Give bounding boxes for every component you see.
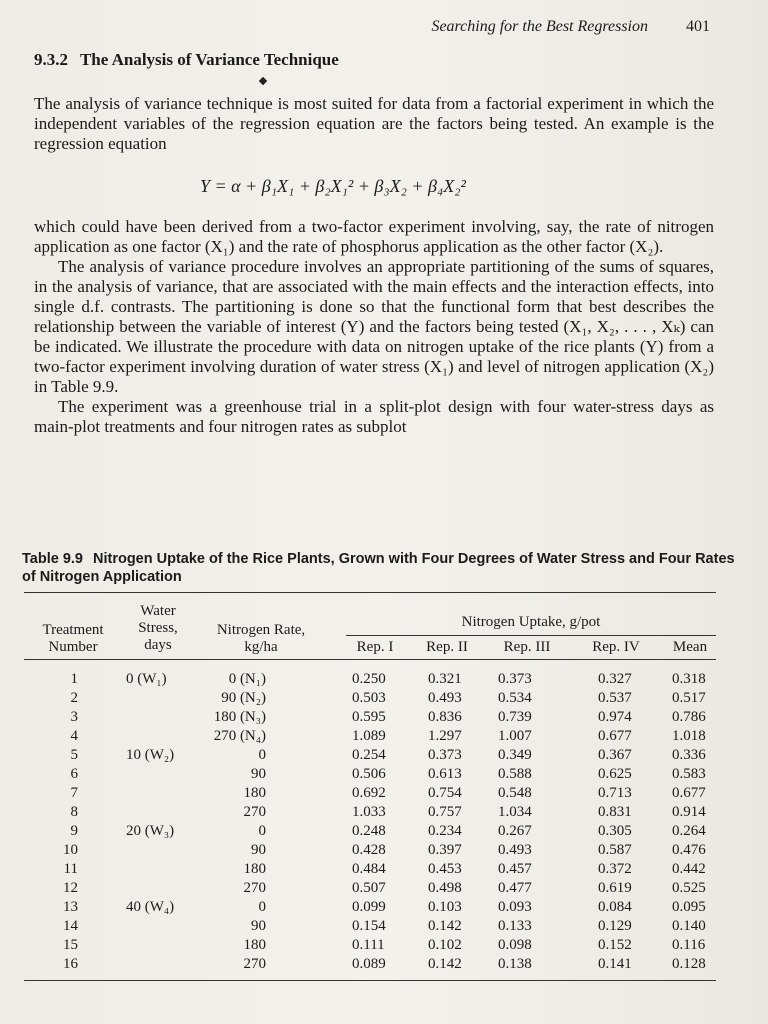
treatment-number-cell: 7 <box>70 785 78 801</box>
rep-4-cell: 0.677 <box>598 728 632 744</box>
rep-4-cell: 0.537 <box>598 690 632 706</box>
rep-1-cell: 0.099 <box>352 899 386 915</box>
table-row <box>0 860 768 879</box>
running-title: Searching for the Best Regression <box>431 18 648 35</box>
rep-4-cell: 0.084 <box>598 899 632 915</box>
rep-2-cell: 0.453 <box>428 861 462 877</box>
nitrogen-rate-cell: 0 <box>258 747 266 763</box>
rep-4-cell: 0.129 <box>598 918 632 934</box>
table-header-rule <box>24 659 716 660</box>
nitrogen-rate-cell: 90 <box>251 766 266 782</box>
section-title: The Analysis of Variance Technique <box>79 50 339 69</box>
paragraph-3: The analysis of variance procedure involves an appropriate partitioning of the sums of squares, in the analysis of variance, that are associated with the main effects and the interaction effects, into single d.f. contrasts. The partitioning is done so that the functional form that best describes the relationship between the variable of interest (Y) and the factors being tested (X₁, X₂, . . . , Xₖ) can be indicated. We illustrate the procedure with data on nitrogen uptake of the rice plants (Y) from a two-factor experiment involving duration of water stress (X₁) and level of nitrogen application (X₂) in Table 9.9. <box>34 257 714 396</box>
nitrogen-rate-cell: 0 <box>258 899 266 915</box>
paragraph-intro <box>34 94 714 154</box>
rep-1-cell: 0.428 <box>352 842 386 858</box>
rep-3-cell: 0.349 <box>498 747 532 763</box>
rep-1-cell: 0.506 <box>352 766 386 782</box>
table-label: Table 9.9 <box>22 551 83 567</box>
rep-4-cell: 0.327 <box>598 671 632 687</box>
header-rep-2: Rep. II <box>426 639 468 655</box>
treatment-number-cell: 5 <box>70 747 78 763</box>
nitrogen-rate-cell: 90 <box>251 842 266 858</box>
rep-2-cell: 0.103 <box>428 899 462 915</box>
rep-2-cell: 0.234 <box>428 823 462 839</box>
nitrogen-rate-cell: 180 <box>243 861 266 877</box>
table-row <box>0 803 768 822</box>
rep-2-cell: 0.498 <box>428 880 462 896</box>
rep-3-cell: 0.133 <box>498 918 532 934</box>
mean-cell: 0.786 <box>672 709 706 725</box>
mean-cell: 0.318 <box>672 671 706 687</box>
treatment-number-cell: 2 <box>70 690 78 706</box>
paragraph-body <box>34 217 714 437</box>
rep-4-cell: 0.141 <box>598 956 632 972</box>
rep-3-cell: 0.138 <box>498 956 532 972</box>
rep-2-cell: 0.102 <box>428 937 462 953</box>
table-spanner-rule <box>346 635 716 636</box>
header-nitrogen-uptake: Nitrogen Uptake, g/pot <box>461 614 601 630</box>
table-row <box>0 822 768 841</box>
nitrogen-rate-cell: 270 (N₄) <box>213 728 266 744</box>
rep-2-cell: 0.836 <box>428 709 462 725</box>
header-rep-4: Rep. IV <box>592 639 640 655</box>
rep-4-cell: 0.619 <box>598 880 632 896</box>
nitrogen-rate-cell: 270 <box>243 804 266 820</box>
mean-cell: 0.442 <box>672 861 706 877</box>
nitrogen-rate-cell: 180 (N₃) <box>213 709 266 725</box>
header-nitrogen-rate: Nitrogen Rate, kg/ha <box>216 622 306 655</box>
treatment-number-cell: 6 <box>70 766 78 782</box>
rep-2-cell: 0.373 <box>428 747 462 763</box>
rep-3-cell: 0.588 <box>498 766 532 782</box>
treatment-number-cell: 3 <box>70 709 78 725</box>
rep-3-cell: 0.373 <box>498 671 532 687</box>
rep-2-cell: 0.142 <box>428 956 462 972</box>
mean-cell: 0.525 <box>672 880 706 896</box>
rep-1-cell: 1.033 <box>352 804 386 820</box>
nitrogen-rate-cell: 270 <box>243 956 266 972</box>
rep-2-cell: 0.142 <box>428 918 462 934</box>
mean-cell: 0.264 <box>672 823 706 839</box>
rep-3-cell: 1.034 <box>498 804 532 820</box>
mean-cell: 0.095 <box>672 899 706 915</box>
mean-cell: 0.677 <box>672 785 706 801</box>
mean-cell: 1.018 <box>672 728 706 744</box>
mean-cell: 0.128 <box>672 956 706 972</box>
table-row <box>0 784 768 803</box>
rep-1-cell: 0.111 <box>352 937 385 953</box>
mean-cell: 0.116 <box>672 937 706 953</box>
table-bottom-rule <box>24 980 716 981</box>
rep-4-cell: 0.974 <box>598 709 632 725</box>
rep-4-cell: 0.587 <box>598 842 632 858</box>
page-header <box>0 18 768 42</box>
mean-cell: 0.517 <box>672 690 706 706</box>
regression-equation: Y = α + β₁X₁ + β₂X₁² + β₃X₂ + β₄X₂² <box>200 176 466 196</box>
table-top-rule <box>24 592 716 593</box>
nitrogen-rate-cell: 90 (N₂) <box>221 690 266 706</box>
rep-2-cell: 1.297 <box>428 728 462 744</box>
paragraph-2: which could have been derived from a two-factor experiment involving, say, the rate of nitrogen application as one factor (X₁) and the rate of phosphorus application as the other factor (X₂). <box>34 217 714 256</box>
rep-1-cell: 0.595 <box>352 709 386 725</box>
treatment-number-cell: 9 <box>70 823 78 839</box>
table-row <box>0 955 768 974</box>
rep-3-cell: 0.493 <box>498 842 532 858</box>
rep-2-cell: 0.321 <box>428 671 462 687</box>
table-row <box>0 746 768 765</box>
treatment-number-cell: 11 <box>63 861 78 877</box>
header-mean: Mean <box>672 639 708 655</box>
rep-1-cell: 0.507 <box>352 880 386 896</box>
treatment-number-cell: 10 <box>63 842 78 858</box>
table-row <box>0 879 768 898</box>
rep-1-cell: 0.089 <box>352 956 386 972</box>
rep-1-cell: 0.154 <box>352 918 386 934</box>
rep-4-cell: 0.831 <box>598 804 632 820</box>
table-row <box>0 936 768 955</box>
header-water-stress: Water Stress, days <box>138 603 178 653</box>
rep-2-cell: 0.397 <box>428 842 462 858</box>
rep-4-cell: 0.367 <box>598 747 632 763</box>
table-body <box>0 670 768 974</box>
rep-1-cell: 0.248 <box>352 823 386 839</box>
rep-3-cell: 0.093 <box>498 899 532 915</box>
nitrogen-rate-cell: 180 <box>243 937 266 953</box>
paragraph-1: The analysis of variance technique is most suited for data from a factorial experiment in which the independent variables of the regression equation are the factors being tested. An example is the regression equation <box>34 94 714 153</box>
section-heading <box>34 50 339 70</box>
treatment-number-cell: 14 <box>63 918 78 934</box>
treatment-number-cell: 13 <box>63 899 78 915</box>
rep-3-cell: 0.477 <box>498 880 532 896</box>
table-row <box>0 841 768 860</box>
table-row <box>0 898 768 917</box>
rep-4-cell: 0.305 <box>598 823 632 839</box>
nitrogen-rate-cell: 90 <box>251 918 266 934</box>
water-stress-cell: 10 (W₂) <box>126 747 175 763</box>
treatment-number-cell: 15 <box>63 937 78 953</box>
rep-3-cell: 0.457 <box>498 861 532 877</box>
rep-2-cell: 0.757 <box>428 804 462 820</box>
rep-1-cell: 0.254 <box>352 747 386 763</box>
water-stress-cell: 40 (W₄) <box>126 899 175 915</box>
treatment-number-cell: 12 <box>63 880 78 896</box>
table-row <box>0 670 768 689</box>
nitrogen-rate-cell: 0 <box>258 823 266 839</box>
table-row <box>0 765 768 784</box>
rep-4-cell: 0.372 <box>598 861 632 877</box>
mean-cell: 0.476 <box>672 842 706 858</box>
rep-1-cell: 0.692 <box>352 785 386 801</box>
table-row <box>0 708 768 727</box>
table-caption <box>22 550 742 586</box>
rep-3-cell: 0.267 <box>498 823 532 839</box>
paragraph-4: The experiment was a greenhouse trial in a split-plot design with four water-stress days as main-plot treatments and four nitrogen rates as subplot <box>34 397 714 436</box>
mean-cell: 0.914 <box>672 804 706 820</box>
treatment-number-cell: 8 <box>70 804 78 820</box>
water-stress-cell: 20 (W₃) <box>126 823 175 839</box>
nitrogen-rate-cell: 270 <box>243 880 266 896</box>
rep-3-cell: 0.098 <box>498 937 532 953</box>
table-row <box>0 689 768 708</box>
rep-2-cell: 0.613 <box>428 766 462 782</box>
page-number: 401 <box>686 18 710 35</box>
rep-3-cell: 0.739 <box>498 709 532 725</box>
treatment-number-cell: 4 <box>70 728 78 744</box>
table-row <box>0 917 768 936</box>
rep-3-cell: 0.548 <box>498 785 532 801</box>
diamond-bullet-icon <box>259 77 267 85</box>
rep-1-cell: 1.089 <box>352 728 386 744</box>
rep-2-cell: 0.754 <box>428 785 462 801</box>
rep-3-cell: 0.534 <box>498 690 532 706</box>
header-rep-3: Rep. III <box>503 639 551 655</box>
section-number: 9.3.2 <box>34 50 68 69</box>
rep-1-cell: 0.503 <box>352 690 386 706</box>
mean-cell: 0.336 <box>672 747 706 763</box>
mean-cell: 0.140 <box>672 918 706 934</box>
rep-4-cell: 0.713 <box>598 785 632 801</box>
header-rep-1: Rep. I <box>356 639 394 655</box>
table-caption-text: Nitrogen Uptake of the Rice Plants, Grown with Four Degrees of Water Stress and Four Rates of Nitrogen Application <box>22 551 735 585</box>
rep-1-cell: 0.250 <box>352 671 386 687</box>
rep-2-cell: 0.493 <box>428 690 462 706</box>
rep-4-cell: 0.152 <box>598 937 632 953</box>
nitrogen-rate-cell: 0 (N₁) <box>228 671 266 687</box>
treatment-number-cell: 1 <box>70 671 78 687</box>
water-stress-cell: 0 (W₁) <box>126 671 167 687</box>
rep-1-cell: 0.484 <box>352 861 386 877</box>
nitrogen-rate-cell: 180 <box>243 785 266 801</box>
rep-3-cell: 1.007 <box>498 728 532 744</box>
rep-4-cell: 0.625 <box>598 766 632 782</box>
treatment-number-cell: 16 <box>63 956 78 972</box>
table-row <box>0 727 768 746</box>
header-treatment-number: Treatment Number <box>42 622 104 655</box>
mean-cell: 0.583 <box>672 766 706 782</box>
